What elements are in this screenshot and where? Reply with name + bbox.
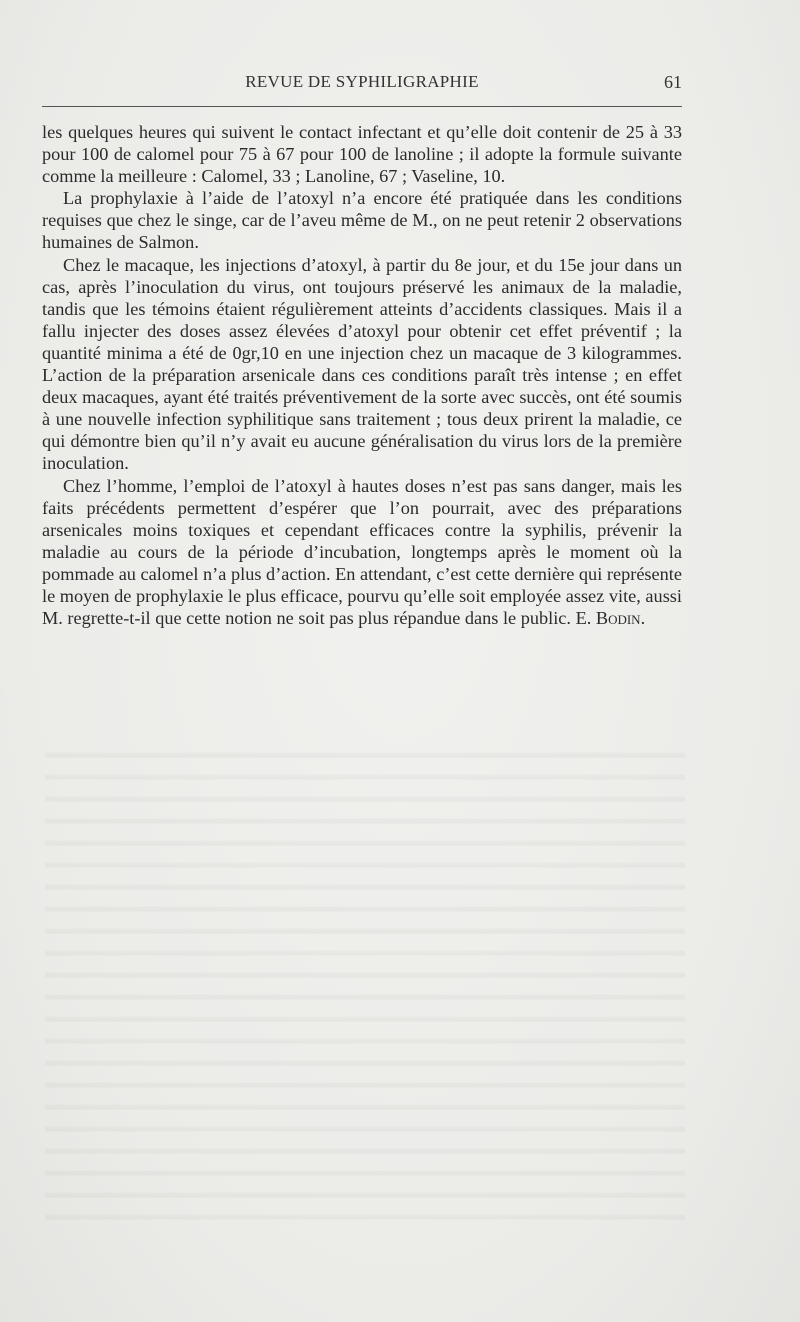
running-header — [42, 72, 682, 96]
paragraph-4-text: Chez l’homme, l’emploi de l’atoxyl à hautes doses n’est pas sans danger, mais les faits précédents permettent d’espérer que l’on pourrait, avec des préparations arsenicales moins toxiques et cependant efficaces contre la syphilis, prévenir la maladie au cours de la période d’incubation, longtemps après le moment où la pommade au calomel n’a plus d’action. En attendant, c’est cette dernière qui représente le moyen de prophylaxie le plus efficace, pourvu qu’elle soit employée assez vite, aussi M. regrette-t-il que cette notion ne soit pas plus répandue dans le public. — [42, 475, 682, 629]
paragraph-1: les quelques heures qui suivent le contact infectant et qu’elle doit contenir de 25 à 33 pour 100 de calomel pour 75 à 67 pour 100 de lanoline ; il adopte la formule suivante comme la meilleure : Calomel, 33 ; Lanoline, 67 ; Vaseline, 10. — [42, 122, 682, 187]
header-rule — [42, 106, 682, 107]
author-signature: E. Bodin. — [575, 608, 646, 629]
paragraph-2: La prophylaxie à l’aide de l’atoxyl n’a encore été pratiquée dans les conditions requises que chez le singe, car de l’aveu même de M., on ne peut retenir 2 observations humaines de Salmon. — [42, 188, 682, 253]
paragraph-3: Chez le macaque, les injections d’atoxyl, à partir du 8e jour, et du 15e jour dans un cas, après l’inoculation du virus, ont toujours préservé les animaux de la maladie, tandis que les témoins étaient régulièrement atteints d’accidents classiques. Mais il a fallu injecter des doses assez élevées d’atoxyl pour obtenir cet effet préventif ; la quantité minima a été de 0gr,10 en une injection chez un macaque de 3 kilogrammes. L’action de la préparation arsenicale dans ces conditions paraît très intense ; en effet deux macaques, ayant été traités préventivement de la sorte avec succès, ont été soumis à une nouvelle infection syphilitique sans traitement ; tous deux prirent la maladie, ce qui démontre bien qu’il n’y avait eu aucune généralisation du virus lors de la première inoculation. — [42, 254, 682, 474]
paragraph-4 — [42, 475, 682, 630]
running-title: REVUE DE SYPHILIGRAPHIE — [245, 72, 479, 91]
reverse-side-show-through — [45, 740, 685, 1230]
page-number: 61 — [664, 72, 682, 92]
article-body — [42, 121, 682, 629]
